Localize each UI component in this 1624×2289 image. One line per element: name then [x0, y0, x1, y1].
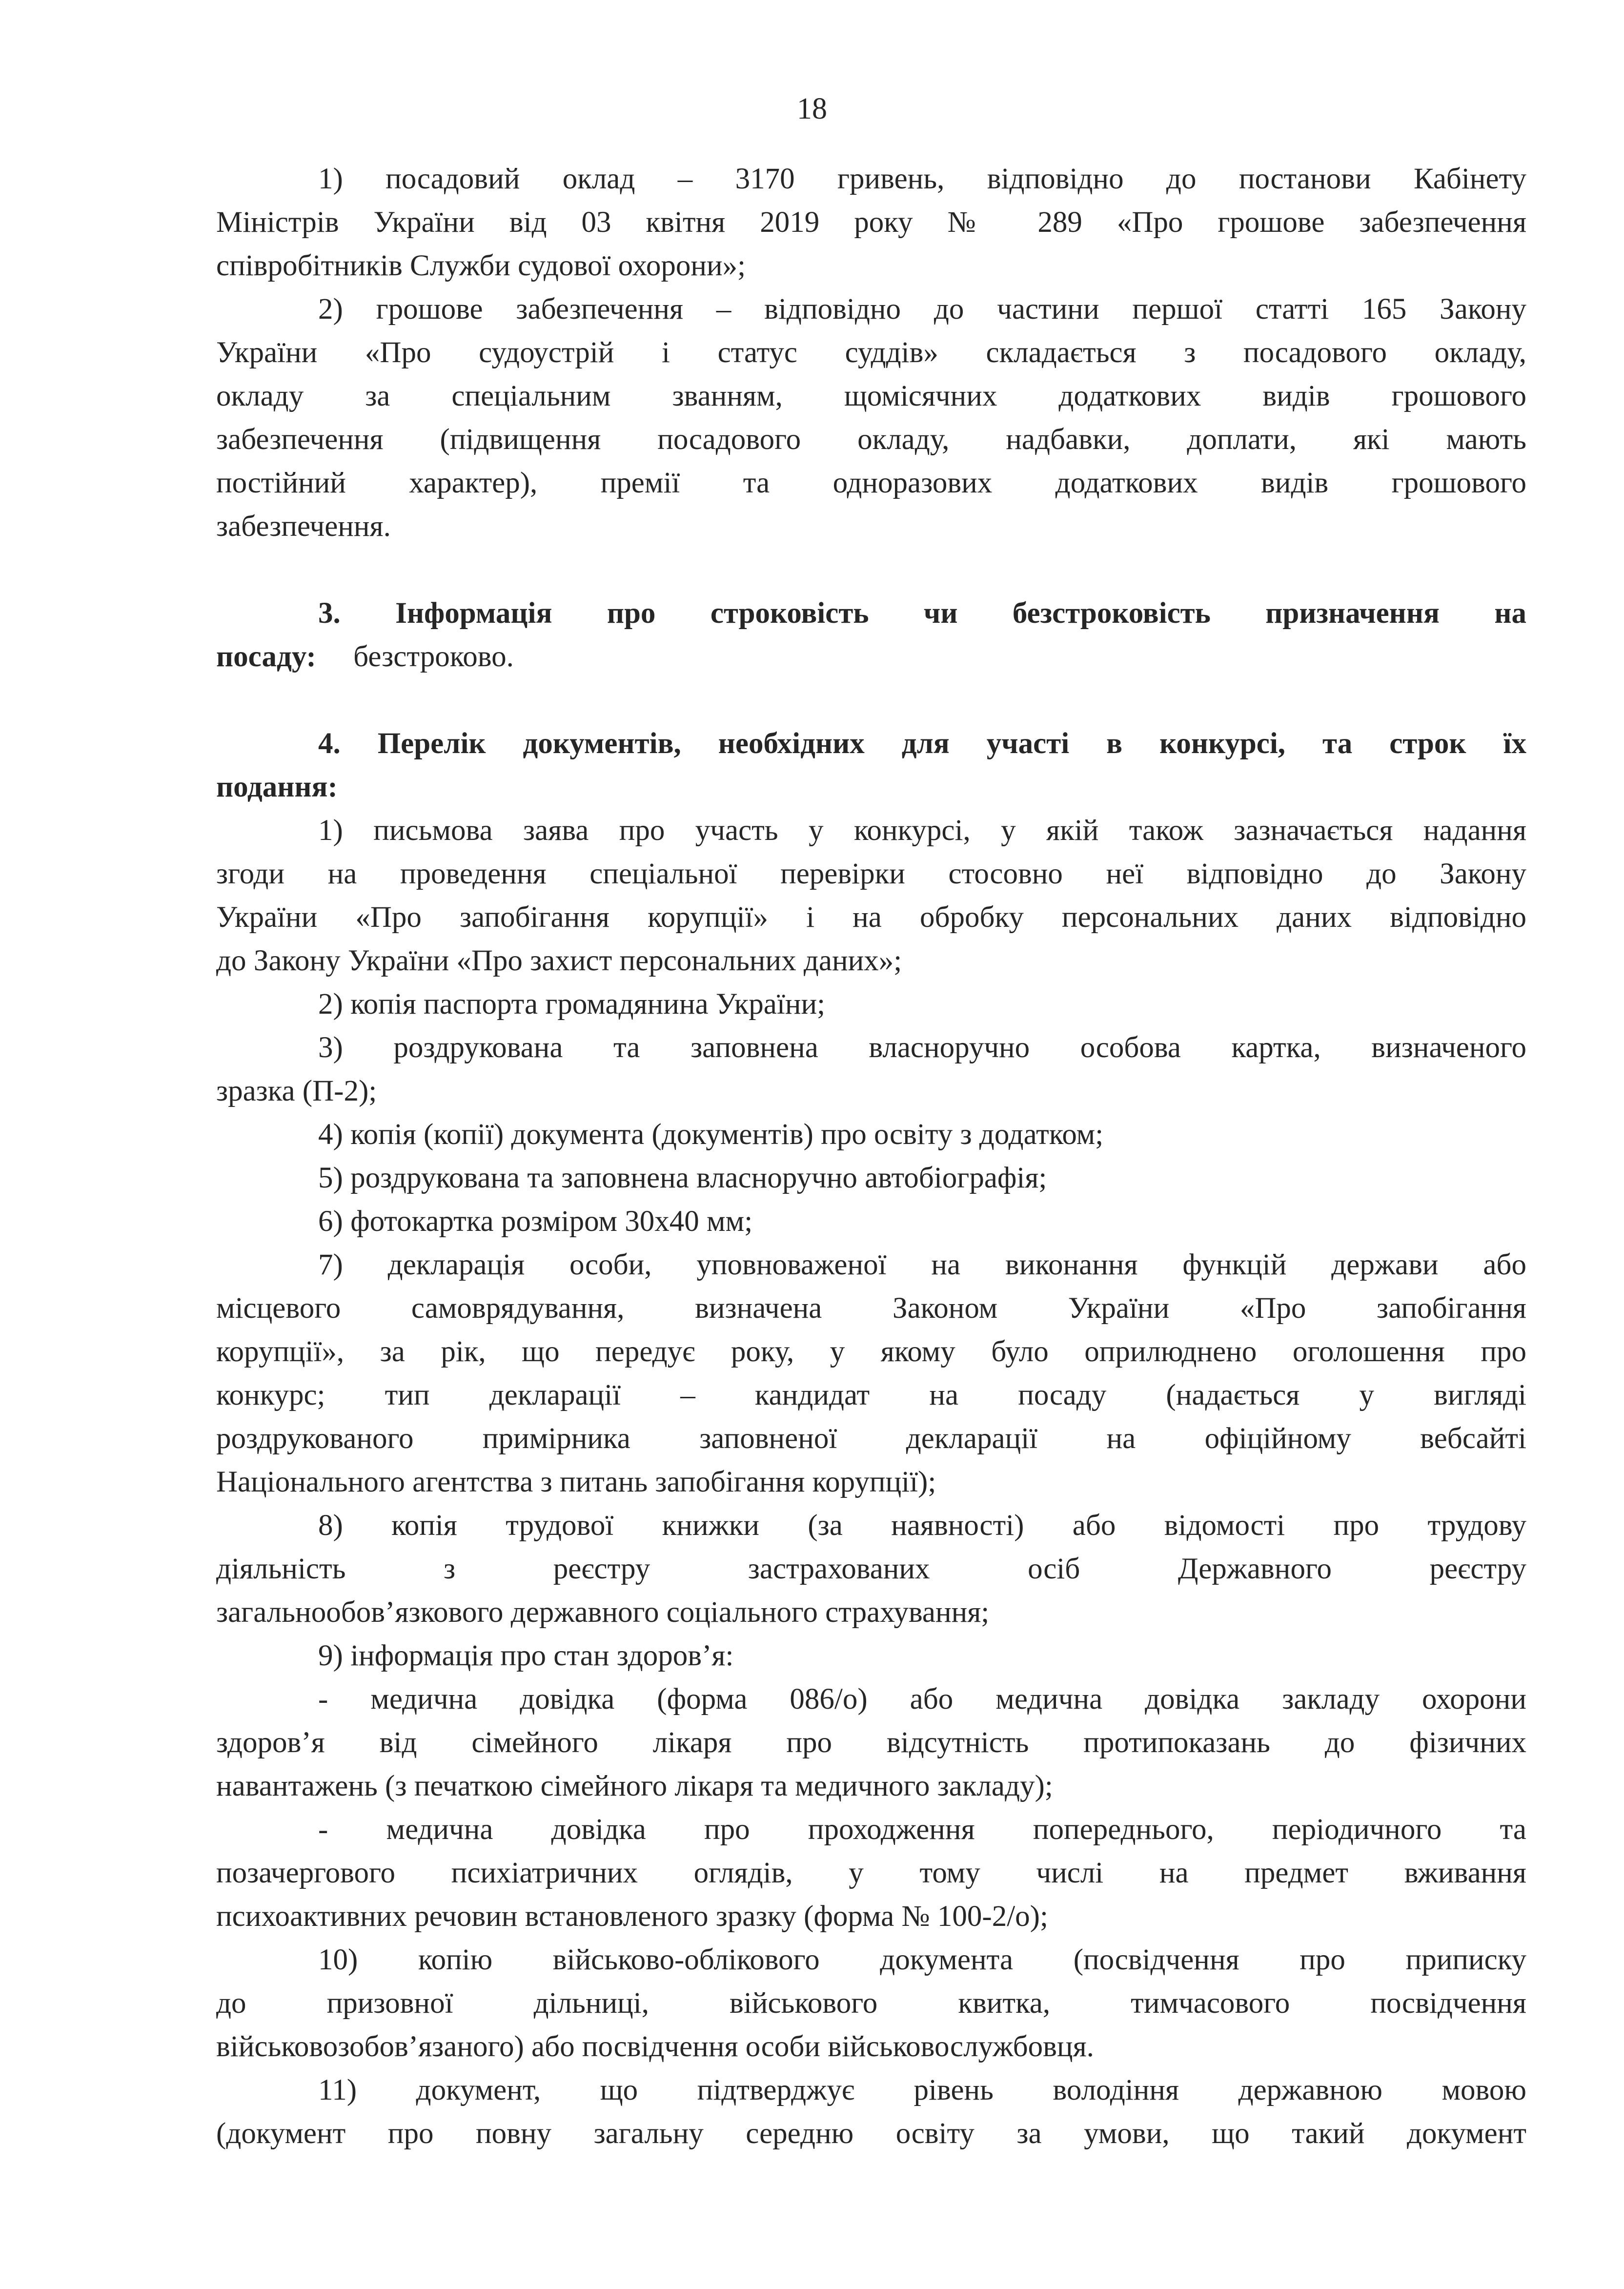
line-text: військовозобов’язаного) або посвідчення особи військовослужбовця. [216, 2030, 1094, 2063]
text-line [216, 1851, 1526, 1895]
blank-line [216, 678, 1526, 722]
line-text: 10) копію військово-облікового документа (посвідчення про приписку [318, 1943, 1526, 1976]
text-line [216, 2025, 1526, 2068]
line-text: здоров’я від сімейного лікаря про відсутність протипоказань до фізичних [216, 1726, 1526, 1759]
text-line [216, 1200, 1526, 1243]
line-text: психоактивних речовин встановленого зразку (форма № 100-2/о); [216, 1900, 1048, 1933]
text-line [216, 1026, 1526, 1069]
line-text: окладу за спеціальним званням, щомісячних додаткових видів грошового [216, 380, 1526, 412]
text-line [216, 1938, 1526, 1982]
line-text: зразка (П-2); [216, 1075, 377, 1107]
line-text: безстроково. [316, 640, 514, 673]
text-line [216, 505, 1526, 548]
line-text: 7) декларація особи, уповноваженої на виконання функцій держави або [318, 1248, 1526, 1281]
text-line [216, 1721, 1526, 1764]
text-line [216, 1417, 1526, 1460]
text-line [216, 418, 1526, 461]
line-text: забезпечення. [216, 510, 391, 543]
text-line [216, 2112, 1526, 2155]
line-text: 6) фотокартка розміром 30х40 мм; [318, 1205, 753, 1238]
text-line [216, 201, 1526, 244]
text-line [216, 1113, 1526, 1156]
text-line [216, 635, 1526, 678]
line-text: 2) копія паспорта громадянина України; [318, 988, 826, 1021]
line-text: 2) грошове забезпечення – відповідно до частини першої статті 165 Закону [318, 293, 1526, 326]
bold-heading-text: подання: [216, 771, 338, 803]
line-text: навантажень (з печаткою сімейного лікаря та медичного закладу); [216, 1770, 1053, 1802]
text-line [216, 1373, 1526, 1417]
text-line [216, 939, 1526, 982]
line-text: - медична довідка про проходження попереднього, періодичного та [318, 1813, 1526, 1846]
line-text: 9) інформація про стан здоров’я: [318, 1639, 734, 1672]
text-line [216, 244, 1526, 287]
text-line [216, 809, 1526, 852]
line-text: співробітників Служби судової охорони»; [216, 249, 746, 282]
line-text: Національного агентства з питань запобігання корупції); [216, 1466, 936, 1498]
line-text: забезпечення (підвищення посадового окладу, надбавки, доплати, які мають [216, 423, 1526, 456]
line-text: згоди на проведення спеціальної перевірки стосовно неї відповідно до Закону [216, 858, 1526, 890]
text-line [216, 1808, 1526, 1851]
text-line [216, 287, 1526, 331]
text-line [216, 1677, 1526, 1721]
text-line [216, 1287, 1526, 1330]
text-line [216, 765, 1526, 809]
line-text: позачергового психіатричних оглядів, у тому числі на предмет вживання [216, 1857, 1526, 1889]
text-line [216, 592, 1526, 635]
text-line [216, 1504, 1526, 1547]
text-line [216, 1764, 1526, 1808]
text-line [216, 1591, 1526, 1634]
bold-heading-text: посаду: [216, 640, 316, 673]
line-text: до призовної дільниці, військового квитка, тимчасового посвідчення [216, 1987, 1526, 2020]
text-line [216, 1243, 1526, 1287]
text-line [216, 331, 1526, 374]
line-text: 8) копія трудової книжки (за наявності) або відомості про трудову [318, 1509, 1526, 1542]
text-line [216, 1982, 1526, 2025]
text-line [216, 1330, 1526, 1373]
text-line [216, 461, 1526, 505]
line-text: - медична довідка (форма 086/о) або медична довідка закладу охорони [318, 1683, 1526, 1716]
text-line [216, 2068, 1526, 2112]
text-line [216, 1895, 1526, 1938]
text-line [216, 1634, 1526, 1677]
text-line [216, 852, 1526, 896]
text-line [216, 1156, 1526, 1200]
line-text: Міністрів України від 03 квітня 2019 року № 289 «Про грошове забезпечення [216, 206, 1526, 239]
line-text: загальнообов’язкового державного соціального страхування; [216, 1596, 990, 1629]
line-text: 3) роздрукована та заповнена власноручно особова картка, визначеного [318, 1031, 1526, 1064]
text-line [216, 374, 1526, 418]
text-line [216, 157, 1526, 201]
page-number: 18 [797, 92, 827, 125]
line-text: діяльність з реєстру застрахованих осіб Державного реєстру [216, 1553, 1526, 1585]
bold-heading-text: 4. Перелік документів, необхідних для участі в конкурсі, та строк їх [318, 727, 1526, 760]
line-text: роздрукованого примірника заповненої декларації на офіційному вебсайті [216, 1422, 1526, 1455]
line-text: 1) письмова заява про участь у конкурсі, у якій також зазначається надання [318, 814, 1526, 847]
text-line [216, 1460, 1526, 1504]
text-line [216, 982, 1526, 1026]
text-line [216, 1547, 1526, 1591]
line-text: 5) роздрукована та заповнена власноручно автобіографія; [318, 1162, 1047, 1194]
line-text: (документ про повну загальну середню освіту за умови, що такий документ [216, 2117, 1526, 2150]
line-text: 1) посадовий оклад – 3170 гривень, відповідно до постанови Кабінету [318, 163, 1526, 195]
line-text: конкурс; тип декларації – кандидат на посаду (надається у вигляді [216, 1379, 1526, 1411]
line-text: 4) копія (копії) документа (документів) про освіту з додатком; [318, 1118, 1104, 1151]
text-line [216, 722, 1526, 765]
text-line [216, 896, 1526, 939]
blank-line [216, 548, 1526, 592]
document-body [216, 157, 1526, 2155]
text-line [216, 1069, 1526, 1113]
line-text: місцевого самоврядування, визначена Законом України «Про запобігання [216, 1292, 1526, 1325]
line-text: України «Про запобігання корупції» і на обробку персональних даних відповідно [216, 901, 1526, 934]
line-text: постійний характер), премії та одноразових додаткових видів грошового [216, 467, 1526, 499]
line-text: України «Про судоустрій і статус суддів» складається з посадового окладу, [216, 336, 1526, 369]
line-text: 11) документ, що підтверджує рівень володіння державною мовою [318, 2074, 1526, 2106]
line-text: корупції», за рік, що передує року, у якому було оприлюднено оголошення про [216, 1335, 1526, 1368]
bold-heading-text: 3. Інформація про строковість чи безстроковість призначення на [318, 597, 1526, 630]
line-text: до Закону України «Про захист персональних даних»; [216, 944, 902, 977]
